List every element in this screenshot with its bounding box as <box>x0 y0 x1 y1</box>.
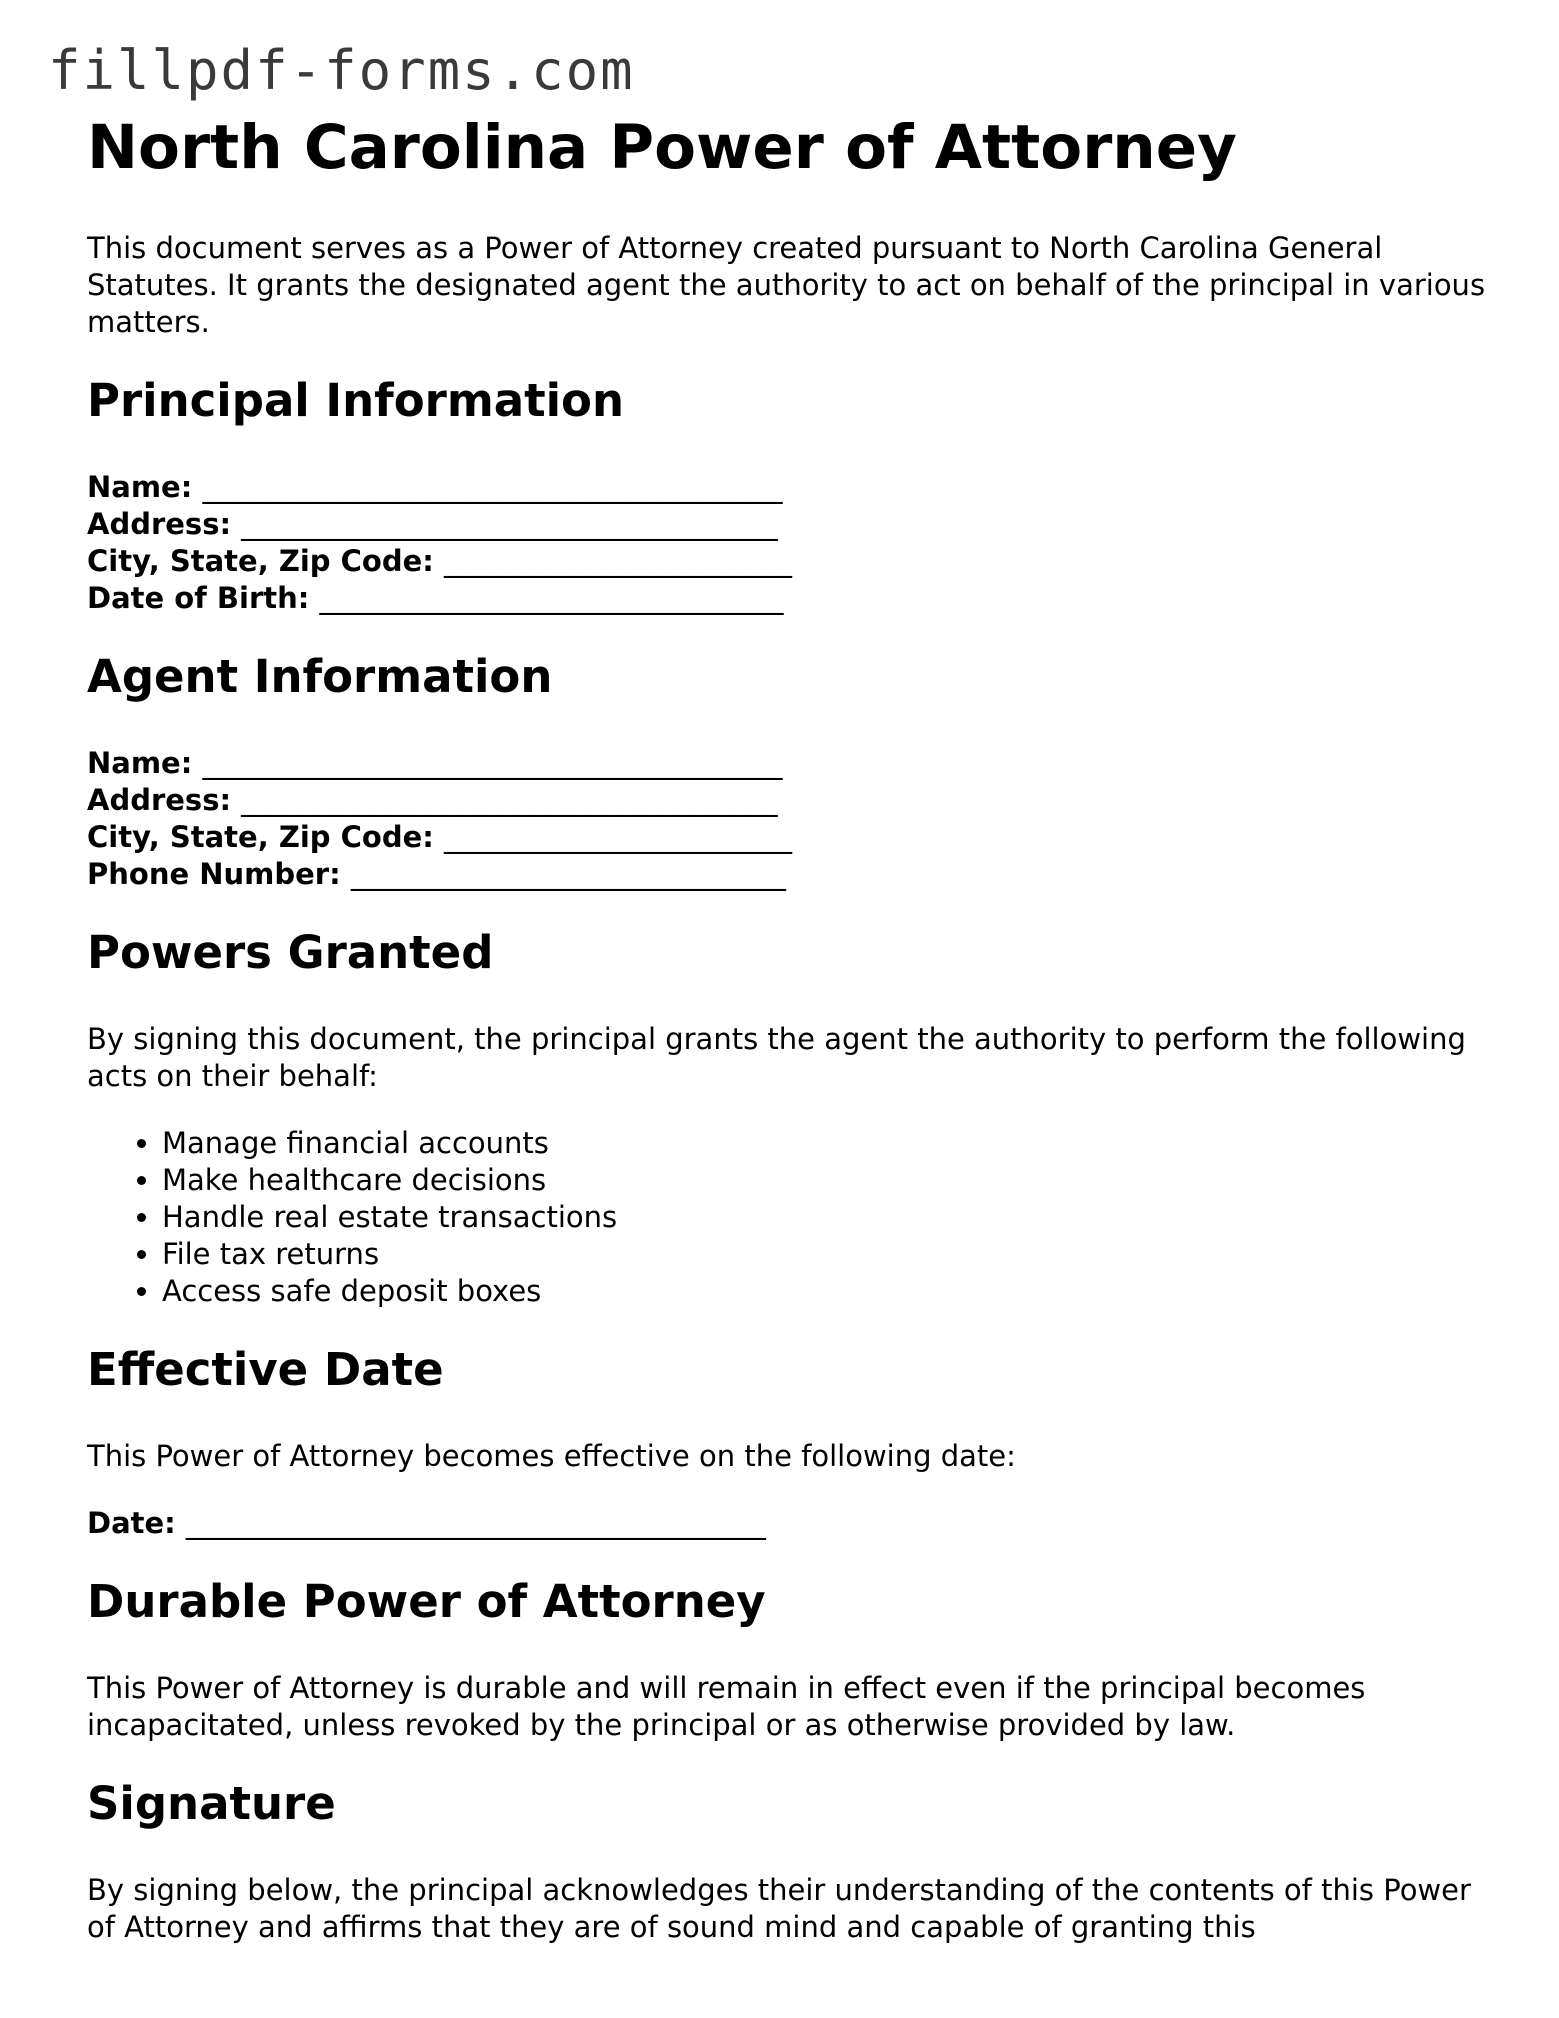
field-label: Name: <box>87 470 193 504</box>
field-blank: ______________________________ <box>350 857 786 891</box>
field-blank: _____________________________________ <box>241 783 778 817</box>
field-blank: ________________________________ <box>319 581 784 615</box>
intro-paragraph: This document serves as a Power of Attorney created pursuant to North Carolina General Statutes. It grants the designated agent the authority to act on behalf of the principal in various matters. <box>87 231 1486 339</box>
durable-paragraph: This Power of Attorney is durable and will remain in effect even if the principal becomes incapacitated, unless revoked by the principal or as otherwise provided by law. <box>87 1671 1366 1742</box>
effective-date-paragraph: This Power of Attorney becomes effective on the following date: <box>87 1439 1016 1473</box>
list-item: • Make healthcare decisions <box>162 1162 1487 1199</box>
agent-phone-field[interactable] <box>87 856 1487 893</box>
document-page <box>87 108 1487 1946</box>
list-item: • File tax returns <box>162 1236 1487 1273</box>
signature-paragraph: By signing below, the principal acknowledges their understanding of the contents of this Power of Attorney and affirms that they are of sound mind and capable of granting this <box>87 1873 1471 1944</box>
agent-heading: Agent Information <box>87 650 553 703</box>
powers-paragraph: By signing this document, the principal grants the agent the authority to perform the following acts on their behalf: <box>87 1022 1466 1093</box>
agent-address-field[interactable] <box>87 782 1487 819</box>
field-label: Address: <box>87 507 232 541</box>
agent-city-state-zip-field[interactable] <box>87 819 1487 856</box>
field-blank: ________________________ <box>443 544 792 578</box>
field-blank: ________________________________________ <box>202 746 783 780</box>
list-item: • Handle real estate transactions <box>162 1199 1487 1236</box>
principal-heading: Principal Information <box>87 374 625 427</box>
list-item: • Manage financial accounts <box>162 1125 1487 1162</box>
durable-heading: Durable Power of Attorney <box>87 1575 766 1628</box>
effective-date-field[interactable] <box>87 1505 1487 1542</box>
field-blank: ________________________ <box>443 820 792 854</box>
field-label: Address: <box>87 783 232 817</box>
page-title: North Carolina Power of Attorney <box>87 112 1237 183</box>
powers-heading: Powers Granted <box>87 926 494 979</box>
principal-address-field[interactable] <box>87 506 1487 543</box>
field-label: Date of Birth: <box>87 581 310 615</box>
powers-list <box>87 1125 1487 1310</box>
field-label: City, State, Zip Code: <box>87 544 434 578</box>
field-label: Date: <box>87 1506 176 1540</box>
principal-city-state-zip-field[interactable] <box>87 543 1487 580</box>
field-label: City, State, Zip Code: <box>87 820 434 854</box>
field-blank: ________________________________________ <box>202 470 783 504</box>
principal-dob-field[interactable] <box>87 580 1487 617</box>
agent-name-field[interactable] <box>87 745 1487 782</box>
watermark: fillpdf-forms.com <box>48 39 635 102</box>
effective-date-heading: Effective Date <box>87 1343 444 1396</box>
field-blank: ________________________________________ <box>185 1506 766 1540</box>
signature-heading: Signature <box>87 1777 336 1830</box>
agent-fields <box>87 745 1487 893</box>
field-label: Phone Number: <box>87 857 341 891</box>
list-item: • Access safe deposit boxes <box>162 1273 1487 1310</box>
field-label: Name: <box>87 746 193 780</box>
field-blank: _____________________________________ <box>241 507 778 541</box>
principal-name-field[interactable] <box>87 469 1487 506</box>
principal-fields <box>87 469 1487 617</box>
